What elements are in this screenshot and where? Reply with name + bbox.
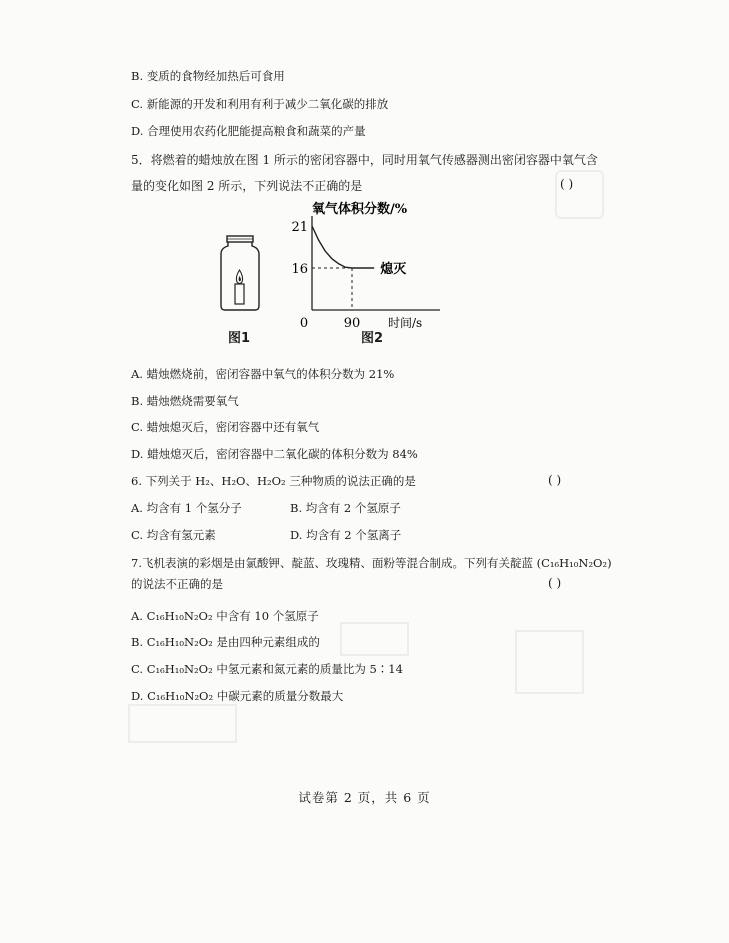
q5-option-d: D. 蜡烛熄灭后，密闭容器中二氧化碳的体积分数为 84% — [131, 447, 418, 461]
q7-answer-paren: ( ) — [548, 576, 562, 590]
q6-stem: 6. 下列关于 H₂、H₂O、H₂O₂ 三种物质的说法正确的是 — [131, 474, 416, 488]
option-prev-c: C. 新能源的开发和利用有利于减少二氧化碳的排放 — [131, 97, 389, 111]
q7-stem-line1: 7.飞机表演的彩烟是由氯酸钾、靛蓝、玫瑰精、面粉等混合制成。下列有关靛蓝 (C₁₆H₁₀N₂O₂) — [131, 556, 612, 570]
q6-option-c: C. 均含有氢元素 — [131, 528, 216, 542]
q7-option-b: B. C₁₆H₁₀N₂O₂ 是由四种元素组成的 — [131, 635, 320, 649]
page-footer: 试卷第 2 页，共 6 页 — [298, 790, 431, 805]
q5-stem-line1: 5．将燃着的蜡烛放在图 1 所示的密闭容器中，同时用氧气传感器测出密闭容器中氧气含 — [131, 153, 598, 167]
q5-answer-paren: ( ) — [560, 177, 574, 191]
chart-xlabel: 时间/s — [388, 316, 423, 330]
chart-ylabel: 氧气体积分数/% — [312, 202, 408, 217]
figure1-caption: 图1 — [228, 331, 251, 346]
q5-stem-line2: 量的变化如图 2 所示，下列说法不正确的是 — [131, 179, 363, 193]
q5-option-b: B. 蜡烛燃烧需要氧气 — [131, 394, 239, 408]
q6-answer-paren: ( ) — [548, 473, 562, 487]
figure1-jar-candle — [215, 232, 265, 312]
option-prev-b: B. 变质的食物经加热后可食用 — [131, 69, 285, 83]
q6-option-b: B. 均含有 2 个氢原子 — [290, 501, 401, 515]
q7-option-d: D. C₁₆H₁₀N₂O₂ 中碳元素的质量分数最大 — [131, 689, 344, 703]
y-tick-16: 16 — [291, 262, 308, 277]
x-tick-0: 0 — [299, 316, 309, 331]
q5-option-c: C. 蜡烛熄灭后，密闭容器中还有氧气 — [131, 420, 320, 434]
q7-option-c: C. C₁₆H₁₀N₂O₂ 中氢元素和氮元素的质量比为 5∶14 — [131, 662, 403, 676]
q5-option-a: A. 蜡烛燃烧前，密闭容器中氧气的体积分数为 21% — [131, 367, 395, 381]
q7-option-a: A. C₁₆H₁₀N₂O₂ 中含有 10 个氢原子 — [131, 609, 319, 623]
q6-option-a: A. 均含有 1 个氢分子 — [131, 501, 242, 515]
q7-stem-line2: 的说法不正确的是 — [131, 577, 223, 591]
figure2-caption: 图2 — [361, 331, 384, 346]
q6-option-d: D. 均含有 2 个氢离子 — [290, 528, 402, 542]
chart-annotation: 熄灭 — [380, 262, 407, 277]
option-prev-d: D. 合理使用农药化肥能提高粮食和蔬菜的产量 — [131, 124, 366, 138]
y-tick-21: 21 — [291, 220, 308, 235]
figure2-oxygen-chart — [280, 198, 450, 348]
x-tick-90: 90 — [343, 316, 361, 331]
series-line — [312, 226, 374, 268]
